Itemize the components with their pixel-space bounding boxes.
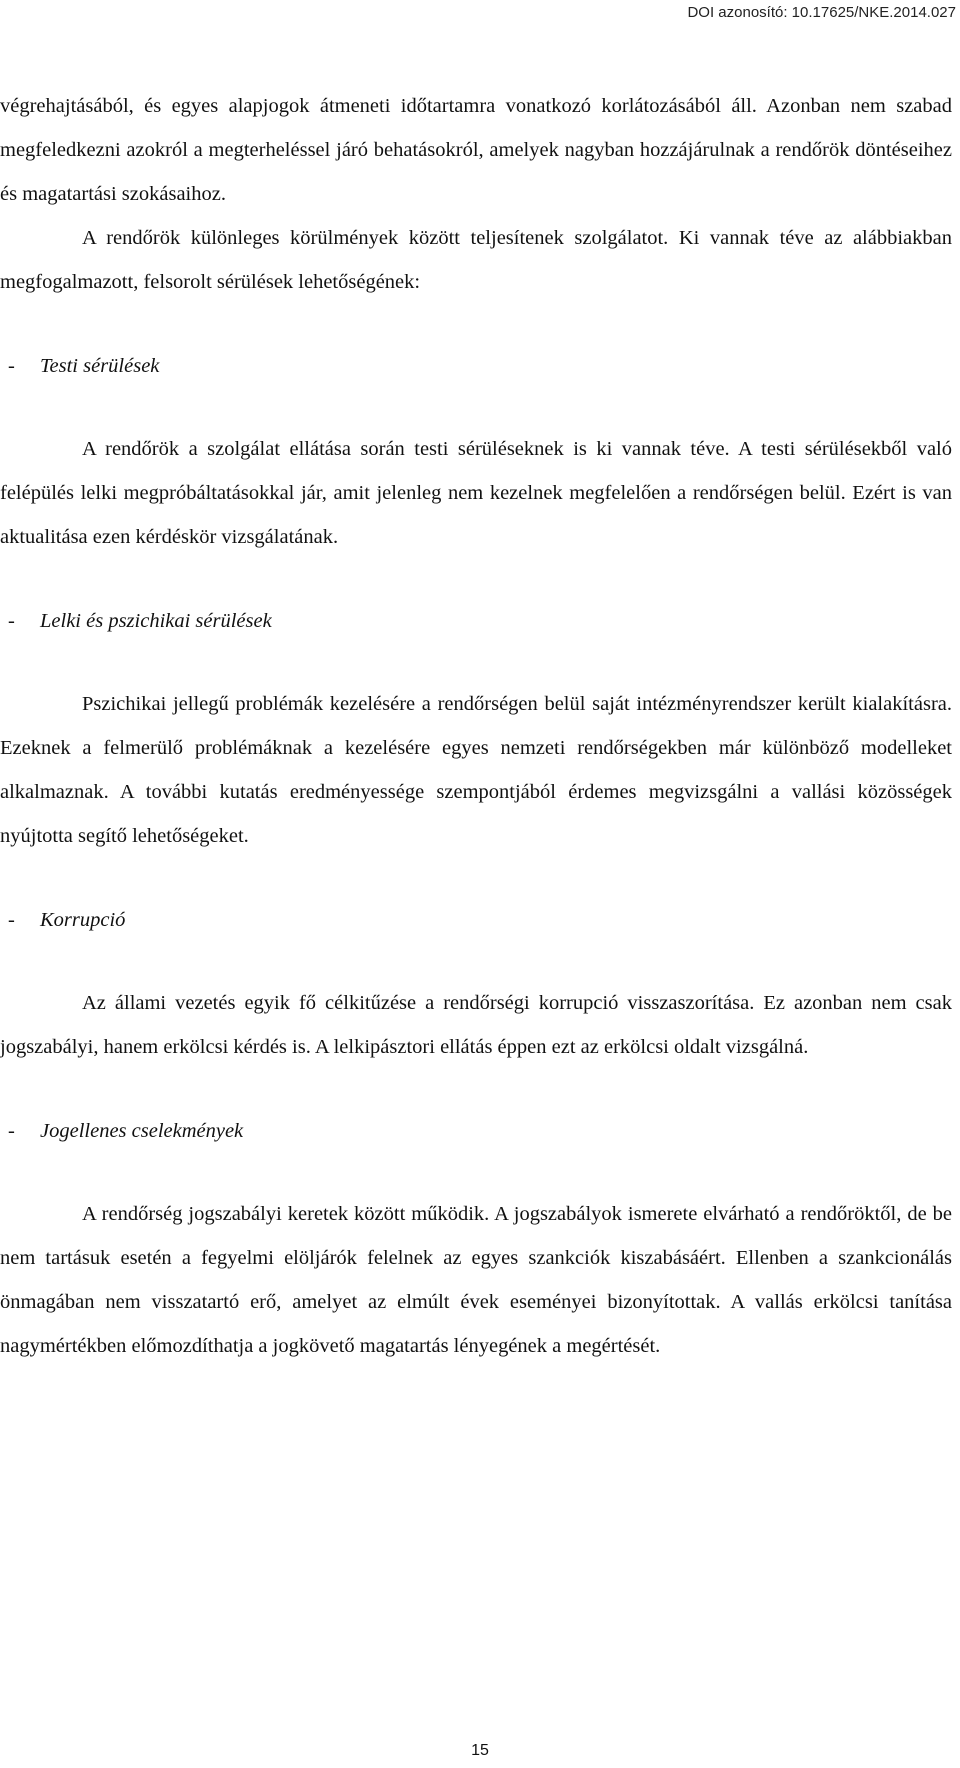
paragraph-jogellenes: A rendőrség jogszabályi keretek között működik. A jogszabályok ismerete elvárható a rendőröktől, de be nem tartásuk esetén a fegyelmi elöljárók felelnek az egyes szankciók kiszabásáért. Ellenben a szankcionálás önmagában nem visszatartó erő, amelyet az elmúlt évek eseményei bizonyítottak. A vallás erkölcsi tanítása nagymértékben előmozdíthatja a jogkövető magatartás lényegének a megértését. xyxy=(0,1203,952,1357)
list-dash: - xyxy=(8,909,15,931)
page-number: 15 xyxy=(471,1742,489,1759)
heading-text: Jogellenes cselekmények xyxy=(40,1120,244,1142)
heading-korrupcio xyxy=(0,898,952,942)
paragraph-testi: A rendőrök a szolgálat ellátása során testi sérüléseknek is ki vannak téve. A testi sérülésekből való felépülés lelki megpróbáltatásokkal jár, amit jelenleg nem kezelnek megfelelően a rendőrségen belül. Ezért is van aktualitása ezen kérdéskör vizsgálatának. xyxy=(0,438,952,548)
list-dash: - xyxy=(8,610,15,632)
heading-text: Lelki és pszichikai sérülések xyxy=(40,610,272,632)
document-body xyxy=(0,84,952,1368)
paragraph-conditions: A rendőrök különleges körülmények között teljesítenek szolgálatot. Ki vannak téve az alábbiakban megfogalmazott, felsorolt sérülések lehetőségének: xyxy=(0,227,952,293)
heading-testi-serulesek xyxy=(0,344,952,388)
heading-jogellenes xyxy=(0,1109,952,1153)
heading-text: Testi sérülések xyxy=(40,355,160,377)
paragraph-pszichikai: Pszichikai jellegű problémák kezelésére a rendőrségen belül saját intézményrendszer került kialakításra. Ezeknek a felmerülő problémáknak a kezelésére egyes nemzeti rendőrségekben már különböző modelleket alkalmaznak. A további kutatás eredményessége szempontjából érdemes megvizsgálni a vallási közösségek nyújtotta segítő lehetőségeket. xyxy=(0,693,952,847)
doi-header: DOI azonosító: 10.17625/NKE.2014.027 xyxy=(687,4,956,21)
heading-lelki-serulesek xyxy=(0,599,952,643)
paragraph-intro: végrehajtásából, és egyes alapjogok átmeneti időtartamra vonatkozó korlátozásából áll. Azonban nem szabad megfeledkezni azokról a megterheléssel járó behatásokról, amelyek nagyban hozzájárulnak a rendőrök döntéseihez és magatartási szokásaihoz. xyxy=(0,95,952,205)
list-dash: - xyxy=(8,1120,15,1142)
paragraph-korrupcio: Az állami vezetés egyik fő célkitűzése a rendőrségi korrupció visszaszorítása. Ez azonban nem csak jogszabályi, hanem erkölcsi kérdés is. A lelkipásztori ellátás éppen ezt az erkölcsi oldalt vizsgálná. xyxy=(0,992,952,1058)
heading-text: Korrupció xyxy=(40,909,126,931)
list-dash: - xyxy=(8,355,15,377)
